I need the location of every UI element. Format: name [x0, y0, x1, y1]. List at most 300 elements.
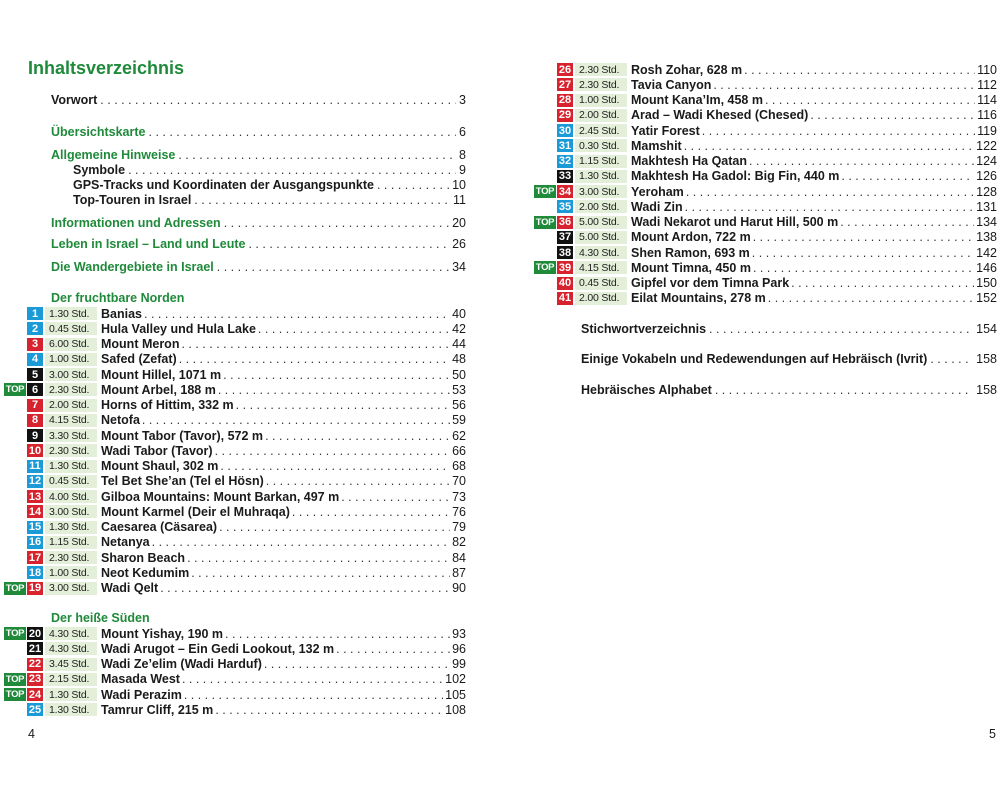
tour-entry[interactable] — [4, 321, 466, 336]
leader-dots — [223, 368, 450, 382]
leader-dots — [715, 383, 973, 398]
tour-number-badge: 38 — [558, 246, 572, 259]
tour-duration: 5.00 Std. — [575, 231, 627, 244]
tour-page: 122 — [976, 138, 997, 153]
tour-entry[interactable] — [4, 641, 466, 656]
tour-page: 152 — [976, 291, 997, 306]
tour-number-badge: 41 — [558, 292, 572, 305]
tour-entry[interactable] — [534, 123, 997, 138]
leader-dots — [215, 444, 451, 458]
toc-entry-label: Hebräisches Alphabet — [581, 383, 712, 397]
tour-page: 146 — [976, 260, 997, 275]
tour-entry[interactable] — [534, 77, 997, 92]
tour-page: 96 — [452, 641, 466, 656]
tour-name: Yatir Forest — [631, 123, 700, 138]
tour-page: 108 — [445, 702, 466, 717]
toc-entry-page: 11 — [453, 193, 466, 207]
tour-entry[interactable] — [534, 138, 997, 153]
tour-duration: 2.15 Std. — [45, 673, 97, 686]
tour-entry[interactable] — [4, 398, 466, 413]
tour-page: 116 — [977, 108, 997, 123]
toc-entry-label: Einige Vokabeln und Redewendungen auf Hebräisch (Ivrit) — [581, 352, 928, 366]
tour-name: Mount Yishay, 190 m — [101, 626, 224, 641]
tour-duration: 2.30 Std. — [45, 444, 97, 457]
tour-entry[interactable] — [4, 504, 466, 519]
leader-dots — [841, 169, 974, 183]
toc-entry-page: 26 — [452, 237, 466, 251]
tour-name: Eilat Mountains, 278 m — [631, 291, 766, 306]
tour-duration: 1.00 Std. — [575, 94, 627, 107]
toc-entry[interactable] — [581, 352, 997, 367]
tour-page: 114 — [977, 93, 997, 107]
tour-page: 119 — [977, 123, 997, 138]
tour-duration: 1.30 Std. — [45, 460, 97, 473]
tour-page: 79 — [452, 520, 466, 534]
tour-page: 126 — [976, 169, 997, 184]
tour-name: Rosh Zohar, 628 m — [631, 62, 743, 77]
leader-dots — [336, 642, 450, 656]
tour-entry[interactable] — [4, 687, 466, 702]
tour-name: Shen Ramon, 693 m — [631, 245, 750, 260]
tour-entry[interactable] — [4, 657, 466, 672]
toc-entry-page: 8 — [459, 148, 466, 162]
tour-number-badge: 2 — [27, 322, 43, 335]
tour-name: Wadi Ze’elim (Wadi Harduf) — [101, 657, 262, 671]
tour-page: 99 — [452, 657, 466, 671]
tour-number-badge: 21 — [28, 642, 42, 655]
leader-dots — [791, 276, 974, 290]
leader-dots — [219, 520, 450, 534]
tour-name: Tamrur Cliff, 215 m — [101, 702, 214, 717]
tour-name: Mount Kana’Im, 458 m — [631, 93, 763, 107]
section-heading-south: Der heiße Süden — [51, 611, 150, 625]
tour-entry[interactable] — [534, 62, 997, 77]
toc-entry[interactable] — [581, 322, 997, 337]
tour-page: 53 — [452, 382, 466, 397]
tour-entry[interactable] — [4, 413, 466, 428]
toc-entry-page: 9 — [459, 163, 466, 177]
tour-name: Caesarea (Cäsarea) — [101, 520, 218, 534]
toc-entry[interactable] — [51, 237, 466, 252]
toc-entry-page: 34 — [452, 260, 466, 274]
tour-duration: 3.00 Std. — [575, 185, 627, 198]
top-tour-badge: TOP — [535, 262, 555, 274]
tour-duration: 3.00 Std. — [45, 368, 97, 381]
tour-entry[interactable] — [4, 535, 466, 550]
tour-name: Mount Hillel, 1071 m — [101, 367, 222, 382]
tour-duration: 2.30 Std. — [45, 551, 97, 564]
leader-dots — [765, 93, 975, 107]
tour-page: 76 — [452, 504, 466, 519]
tour-page: 68 — [452, 459, 466, 473]
tour-number-badge: 25 — [28, 703, 42, 716]
tour-entry[interactable] — [534, 230, 997, 245]
tour-number-badge: 7 — [27, 399, 43, 412]
tour-name: Arad – Wadi Khesed (Chesed) — [631, 108, 809, 123]
section-heading-north: Der fruchtbare Norden — [51, 291, 185, 305]
tour-page: 50 — [452, 367, 466, 382]
tour-duration: 4.15 Std. — [575, 261, 627, 274]
tour-entry[interactable] — [4, 367, 466, 382]
tour-duration: 2.00 Std. — [575, 109, 627, 122]
tour-name: Mount Karmel (Deir el Muhraqa) — [101, 504, 290, 519]
toc-entry-label: Übersichtskarte — [51, 125, 146, 139]
tour-number-badge: 34 — [558, 185, 572, 198]
tour-page: 40 — [452, 306, 466, 321]
toc-entry-page: 158 — [976, 383, 997, 397]
tour-page: 138 — [976, 230, 997, 245]
leader-dots — [142, 413, 450, 427]
leader-dots — [264, 657, 450, 671]
tour-name: Safed (Zefat) — [101, 352, 177, 367]
tour-entry[interactable] — [4, 352, 466, 367]
tour-entry[interactable] — [534, 184, 997, 199]
tour-duration: 5.00 Std. — [575, 216, 627, 229]
tour-number-badge: 22 — [28, 658, 42, 670]
tour-page: 105 — [445, 687, 466, 702]
tour-duration: 1.30 Std. — [45, 688, 97, 701]
tour-entry[interactable] — [534, 245, 997, 260]
toc-entry[interactable] — [51, 125, 466, 140]
toc-entry-label: Vorwort — [51, 93, 98, 107]
leader-dots — [713, 78, 975, 92]
leader-dots — [184, 688, 443, 702]
tour-number-badge: 5 — [27, 368, 43, 381]
tour-number-badge: 31 — [558, 139, 572, 152]
toc-entry-page: 154 — [976, 322, 997, 336]
tour-page: 134 — [976, 215, 997, 229]
tour-duration: 1.00 Std. — [45, 353, 97, 366]
toc-entry[interactable] — [73, 193, 466, 208]
tour-duration: 1.15 Std. — [45, 536, 97, 549]
leader-dots — [218, 383, 450, 397]
tour-page: 84 — [452, 550, 466, 565]
tour-name: Tel Bet She’an (Tel el Hösn) — [101, 474, 264, 489]
tour-entry[interactable] — [534, 215, 997, 230]
tour-number-badge: 40 — [558, 277, 572, 289]
tour-entry[interactable] — [534, 108, 997, 123]
tour-page: 66 — [452, 443, 466, 458]
leader-dots — [753, 261, 974, 275]
tour-duration: 2.30 Std. — [45, 383, 97, 396]
tour-page: 56 — [452, 398, 466, 412]
tour-name: Tavia Canyon — [631, 77, 712, 92]
toc-entry[interactable] — [51, 93, 466, 108]
tour-duration: 4.30 Std. — [575, 246, 627, 259]
toc-entry-page: 3 — [459, 93, 466, 107]
tour-page: 73 — [452, 489, 466, 504]
top-tour-badge: TOP — [535, 186, 555, 197]
tour-duration: 4.00 Std. — [45, 490, 97, 503]
tour-page: 131 — [976, 199, 997, 214]
tour-number-badge: 8 — [27, 414, 43, 427]
toc-entry-label: Stichwortverzeichnis — [581, 322, 707, 336]
leader-dots — [217, 260, 449, 275]
tour-page: 62 — [452, 428, 466, 443]
tour-name: Yeroham — [631, 184, 684, 199]
page-title: Inhaltsverzeichnis — [28, 58, 185, 78]
tour-number-badge: 39 — [558, 261, 572, 274]
tour-number-badge: 27 — [558, 78, 572, 91]
tour-entry[interactable] — [4, 550, 466, 565]
leader-dots — [194, 193, 450, 208]
tour-entry[interactable] — [4, 626, 466, 641]
tour-entry[interactable] — [4, 337, 466, 352]
tour-number-badge: 4 — [27, 353, 43, 366]
tour-duration: 2.30 Std. — [575, 78, 627, 91]
leader-dots — [258, 322, 450, 336]
tour-name: Mount Tabor (Tavor), 572 m — [101, 428, 264, 443]
tour-entry[interactable] — [4, 672, 466, 687]
toc-entry[interactable] — [73, 178, 466, 193]
tour-name: Makhtesh Ha Qatan — [631, 154, 748, 168]
tour-number-badge: 15 — [28, 521, 42, 533]
tour-page: 124 — [976, 154, 997, 168]
tour-number-badge: 32 — [558, 155, 572, 167]
leader-dots — [225, 627, 450, 641]
tour-number-badge: 18 — [28, 566, 42, 579]
leader-dots — [178, 148, 456, 163]
tour-number-badge: 16 — [28, 536, 42, 549]
tour-number-badge: 19 — [28, 582, 42, 594]
leader-dots — [752, 246, 974, 260]
tour-entry[interactable] — [4, 428, 466, 443]
top-tour-badge: TOP — [5, 582, 25, 594]
tour-duration: 0.45 Std. — [45, 322, 97, 335]
leader-dots — [149, 125, 457, 140]
tour-entry[interactable] — [4, 489, 466, 504]
tour-duration: 3.00 Std. — [45, 505, 97, 518]
tour-duration: 0.45 Std. — [575, 277, 627, 290]
leader-dots — [684, 139, 974, 153]
tour-entry[interactable] — [534, 276, 997, 291]
tour-name: Wadi Perazim — [101, 687, 182, 702]
leader-dots — [215, 703, 443, 717]
tour-number-badge: 37 — [558, 231, 572, 244]
tour-page: 90 — [452, 581, 466, 595]
toc-entry[interactable] — [51, 260, 466, 275]
tour-name: Wadi Arugot – Ein Gedi Lookout, 132 m — [101, 641, 335, 656]
leader-dots — [220, 459, 450, 473]
tour-entry[interactable] — [534, 199, 997, 214]
leader-dots — [181, 337, 450, 351]
tour-number-badge: 14 — [28, 505, 42, 518]
leader-dots — [187, 551, 450, 565]
tour-duration: 2.45 Std. — [575, 124, 627, 137]
toc-entry-page: 20 — [452, 216, 466, 230]
tour-name: Horns of Hittim, 332 m — [101, 398, 234, 412]
tour-duration: 0.30 Std. — [575, 139, 627, 152]
tour-entry[interactable] — [4, 565, 466, 580]
leader-dots — [248, 237, 449, 252]
tour-page: 59 — [452, 413, 466, 428]
tour-number-badge: 20 — [28, 627, 42, 640]
tour-number-badge: 26 — [558, 63, 572, 76]
tour-entry[interactable] — [4, 459, 466, 474]
tour-name: Hula Valley und Hula Lake — [101, 321, 256, 336]
tour-page: 48 — [452, 352, 466, 367]
leader-dots — [768, 291, 974, 305]
tour-number-badge: 3 — [27, 338, 43, 351]
tour-number-badge: 29 — [558, 109, 572, 122]
leader-dots — [100, 93, 456, 108]
toc-entry-page: 6 — [459, 125, 466, 139]
toc-entry-page: 158 — [976, 352, 997, 366]
toc-entry[interactable] — [51, 216, 466, 231]
tour-page: 87 — [452, 565, 466, 580]
tour-duration: 2.00 Std. — [45, 399, 97, 412]
tour-number-badge: 1 — [27, 307, 43, 320]
tour-name: Gipfel vor dem Timna Park — [631, 276, 790, 290]
tour-page: 82 — [452, 535, 466, 550]
leader-dots — [224, 216, 449, 231]
tour-page: 128 — [976, 184, 997, 199]
tour-page: 42 — [452, 321, 466, 336]
tour-page: 44 — [452, 337, 466, 351]
tour-page: 112 — [977, 77, 997, 92]
tour-entry[interactable] — [4, 474, 466, 489]
tour-number-badge: 11 — [27, 460, 43, 473]
tour-number-badge: 10 — [28, 444, 42, 457]
tour-duration: 1.30 Std. — [45, 307, 97, 320]
tour-page: 70 — [452, 474, 466, 489]
tour-page: 142 — [976, 245, 997, 260]
tour-duration: 2.30 Std. — [575, 63, 627, 76]
tour-duration: 3.00 Std. — [45, 582, 97, 595]
leader-dots — [152, 535, 450, 549]
tour-name: Banias — [101, 306, 142, 321]
leader-dots — [930, 352, 973, 367]
toc-entry-label: Symbole — [73, 163, 126, 177]
leader-dots — [840, 215, 974, 229]
tour-number-badge: 13 — [28, 490, 42, 503]
leader-dots — [744, 63, 975, 77]
tour-duration: 2.00 Std. — [575, 292, 627, 305]
toc-entry-label: Top-Touren in Israel — [73, 193, 192, 207]
toc-entry[interactable] — [51, 148, 466, 163]
tour-number-badge: 12 — [28, 475, 42, 488]
tour-name: Wadi Qelt — [101, 581, 159, 595]
tour-duration: 1.00 Std. — [45, 566, 97, 579]
leader-dots — [685, 200, 975, 214]
tour-number-badge: 35 — [558, 200, 572, 213]
toc-entry-label: Informationen und Adressen — [51, 216, 221, 230]
tour-entry[interactable] — [534, 169, 997, 184]
tour-name: Netanya — [101, 535, 150, 550]
toc-entry-label: Allgemeine Hinweise — [51, 148, 176, 162]
tour-page: 102 — [445, 672, 466, 687]
leader-dots — [702, 124, 975, 138]
tour-duration: 2.00 Std. — [575, 200, 627, 213]
tour-duration: 1.15 Std. — [575, 155, 627, 168]
tour-duration: 4.15 Std. — [45, 414, 97, 427]
toc-entry-label: Leben in Israel – Land und Leute — [51, 237, 246, 251]
tour-number-badge: 23 — [28, 673, 42, 686]
tour-entry[interactable] — [4, 520, 466, 535]
leader-dots — [292, 505, 450, 519]
tour-duration: 1.30 Std. — [45, 521, 97, 534]
leader-dots — [128, 163, 456, 178]
tour-number-badge: 36 — [558, 216, 572, 228]
tour-name: Wadi Zin — [631, 199, 683, 214]
tour-entry[interactable] — [4, 443, 466, 458]
top-tour-badge: TOP — [535, 216, 555, 228]
tour-name: Mount Arbel, 188 m — [101, 382, 216, 397]
leader-dots — [265, 429, 450, 443]
tour-number-badge: 30 — [558, 124, 572, 137]
leader-dots — [266, 474, 450, 488]
tour-entry[interactable] — [534, 291, 997, 306]
tour-duration: 4.30 Std. — [45, 642, 97, 655]
leader-dots — [810, 108, 975, 122]
tour-name: Masada West — [101, 672, 180, 687]
top-tour-badge: TOP — [5, 384, 25, 396]
leader-dots — [160, 581, 450, 595]
leader-dots — [191, 566, 450, 580]
tour-entry[interactable] — [4, 382, 466, 397]
top-tour-badge: TOP — [5, 628, 25, 639]
leader-dots — [749, 154, 974, 168]
tour-duration: 0.45 Std. — [45, 475, 97, 488]
tour-duration: 3.30 Std. — [45, 429, 97, 442]
tour-name: Sharon Beach — [101, 550, 186, 565]
tour-entry[interactable] — [534, 93, 997, 108]
tour-name: Wadi Tabor (Tavor) — [101, 443, 213, 458]
tour-name: Mount Ardon, 722 m — [631, 230, 751, 245]
leader-dots — [182, 672, 443, 686]
toc-entry-label: GPS-Tracks und Koordinaten der Ausgangspunkte — [73, 178, 374, 192]
toc-entry-label: Die Wandergebiete in Israel — [51, 260, 214, 274]
tour-entry[interactable] — [4, 306, 466, 321]
tour-entry[interactable] — [4, 702, 466, 717]
tour-name: Neot Kedumim — [101, 565, 190, 580]
leader-dots — [341, 490, 450, 504]
leader-dots — [709, 322, 973, 337]
tour-number-badge: 9 — [27, 429, 43, 442]
tour-page: 150 — [976, 276, 997, 290]
tour-entry[interactable] — [4, 581, 466, 596]
tour-number-badge: 24 — [28, 688, 42, 701]
tour-name: Mamshit — [631, 138, 682, 153]
leader-dots — [377, 178, 449, 193]
leader-dots — [236, 398, 450, 412]
tour-page: 93 — [452, 626, 466, 641]
tour-number-badge: 17 — [28, 551, 42, 564]
toc-entry-page: 10 — [452, 178, 466, 192]
tour-number-badge: 33 — [558, 170, 572, 183]
page-number-left: 4 — [28, 727, 35, 741]
leader-dots — [686, 185, 974, 199]
toc-entry[interactable] — [581, 383, 997, 398]
tour-name: Gilboa Mountains: Mount Barkan, 497 m — [101, 489, 340, 504]
tour-name: Mount Meron — [101, 337, 180, 351]
right-page — [500, 0, 1000, 800]
toc-entry[interactable] — [73, 163, 466, 178]
page-number-right: 5 — [989, 727, 996, 741]
tour-name: Netofa — [101, 413, 140, 428]
tour-number-badge: 28 — [558, 94, 572, 106]
tour-name: Mount Timna, 450 m — [631, 260, 751, 275]
tour-duration: 1.30 Std. — [45, 703, 97, 716]
top-tour-badge: TOP — [5, 689, 25, 700]
leader-dots — [144, 307, 450, 321]
tour-entry[interactable] — [534, 154, 997, 169]
tour-number-badge: 6 — [27, 383, 43, 396]
tour-name: Wadi Nekarot und Harut Hill, 500 m — [631, 215, 839, 229]
top-tour-badge: TOP — [5, 673, 25, 685]
tour-entry[interactable] — [534, 260, 997, 275]
tour-duration: 4.30 Std. — [45, 627, 97, 640]
